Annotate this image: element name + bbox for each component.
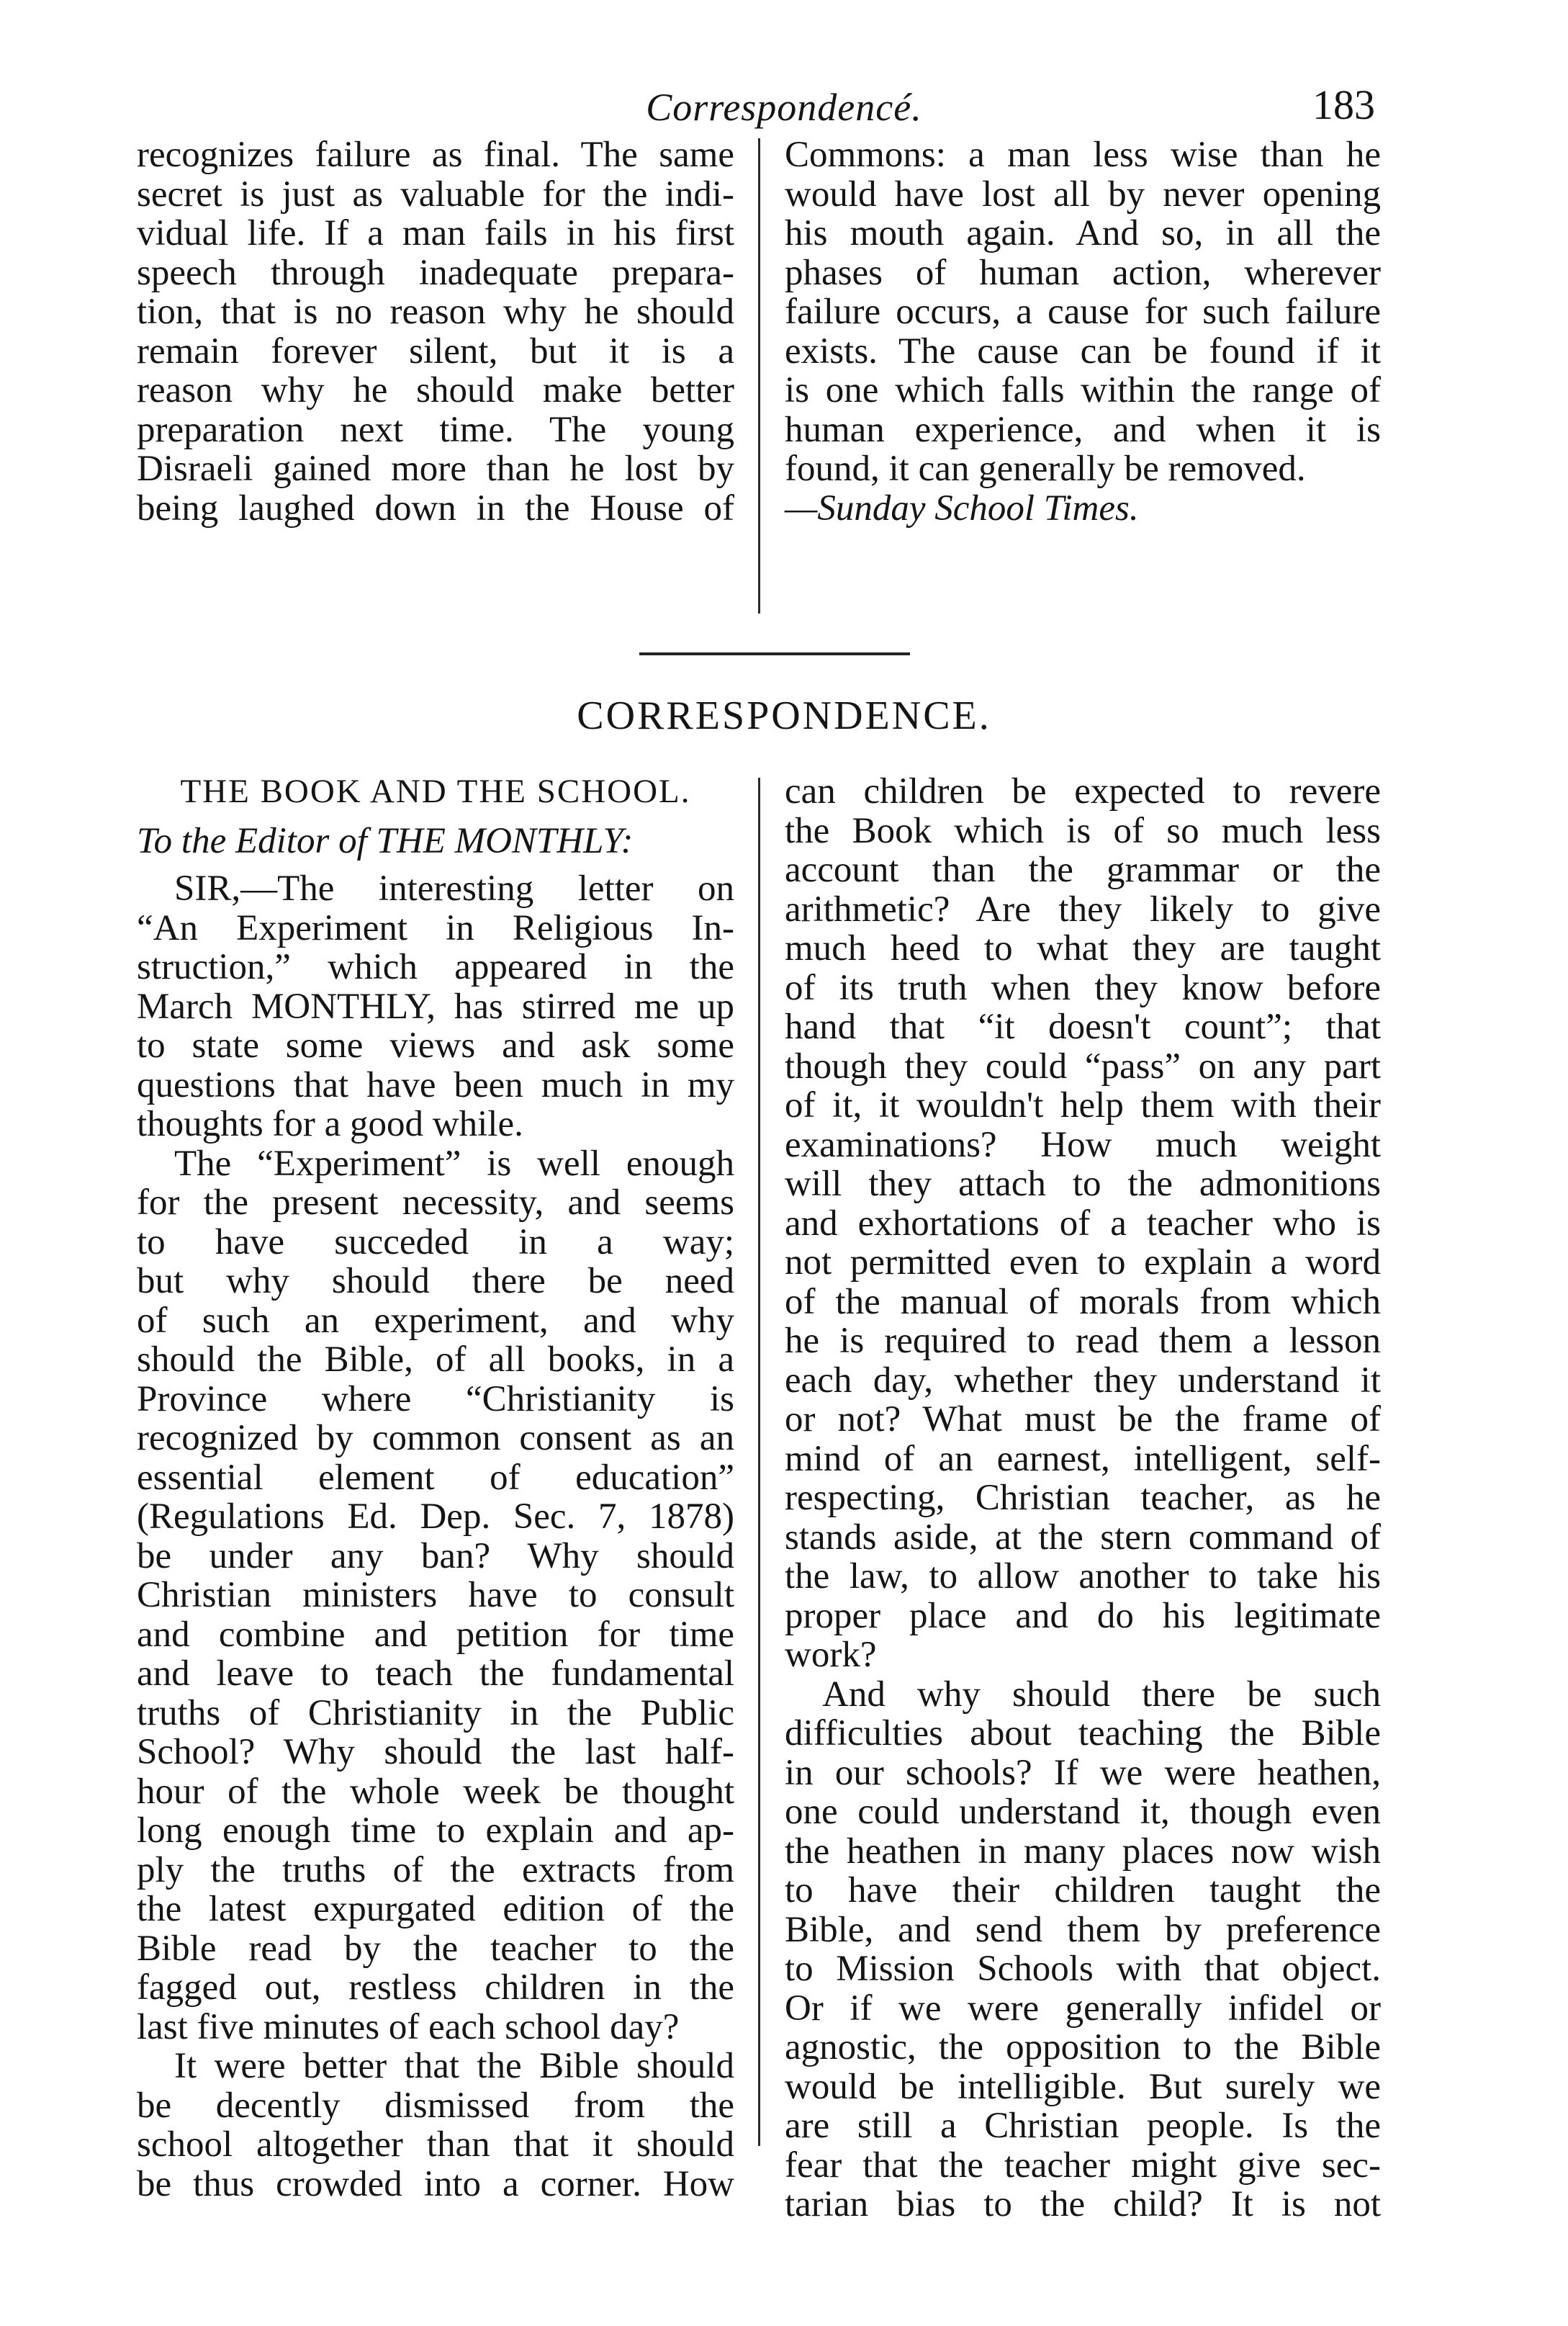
text-line: though they could “pass” on any part <box>785 1046 1381 1087</box>
text-line: fear that the teacher might give sec- <box>785 2145 1381 2186</box>
text-line: The “Experiment” is well enough <box>174 1143 734 1184</box>
text-line: secret is just as valuable for the indi- <box>137 174 734 215</box>
text-line: fagged out, restless children in the <box>137 1967 734 2008</box>
top-left-column <box>137 135 734 528</box>
text-line: or not? What must be the frame of <box>785 1399 1381 1440</box>
text-line: be decently dismissed from the <box>137 2085 734 2126</box>
text-line: reason why he should make better <box>137 370 734 410</box>
text-line: be under any ban? Why should <box>137 1535 734 1576</box>
text-line: thoughts for a good while. <box>137 1104 523 1144</box>
text-line: last five minutes of each school day? <box>137 2006 680 2047</box>
text-line: for the present necessity, and seems <box>137 1182 734 1223</box>
text-line: and exhortations of a teacher who is <box>785 1203 1381 1244</box>
text-line: March MONTHLY, has stirred me up <box>137 986 734 1027</box>
text-line: to have their children taught the <box>785 1870 1381 1910</box>
text-line: Commons: a man less wise than he <box>785 135 1381 175</box>
text-line: Bible, and send them by preference <box>785 1909 1381 1950</box>
text-line: remain forever silent, but it is a <box>137 331 734 372</box>
text-line: the law, to allow another to take his <box>785 1556 1381 1597</box>
letter-column-divider <box>758 778 760 2146</box>
letter-title: THE BOOK AND THE SCHOOL. <box>180 773 691 810</box>
text-line: to have succeded in a way; <box>137 1221 734 1262</box>
text-line: SIR,—The interesting letter on <box>174 868 734 909</box>
text-line: found, it can generally be removed. <box>785 449 1306 489</box>
text-line: human experience, and when it is <box>785 409 1381 450</box>
text-line: Bible read by the teacher to the <box>137 1928 734 1969</box>
text-line: questions that have been much in my <box>137 1064 734 1105</box>
text-line: of its truth when they know before <box>785 967 1381 1008</box>
section-rule <box>639 652 910 655</box>
text-line: School? Why should the last half- <box>137 1732 734 1772</box>
text-line: exists. The cause can be found if it <box>785 331 1381 372</box>
page-number: 183 <box>1312 81 1375 128</box>
text-line: work? <box>785 1635 877 1675</box>
text-line: proper place and do his legitimate <box>785 1595 1381 1636</box>
text-line: examinations? How much weight <box>785 1124 1381 1165</box>
text-line: recognizes failure as final. The same <box>137 135 734 175</box>
text-line: his mouth again. And so, in all the <box>785 213 1381 253</box>
text-line: much heed to what they are taught <box>785 928 1381 969</box>
text-line: tarian bias to the child? It is not <box>785 2184 1381 2224</box>
text-line: arithmetic? Are they likely to give <box>785 889 1381 930</box>
text-line: one could understand it, though even <box>785 1792 1381 1832</box>
text-line: mind of an earnest, intelligent, self- <box>785 1438 1381 1479</box>
text-line: in our schools? If we were heathen, <box>785 1752 1381 1793</box>
letter-left-column <box>137 772 734 2204</box>
text-line: should the Bible, of all books, in a <box>137 1339 734 1380</box>
text-line: not permitted even to explain a word <box>785 1242 1381 1283</box>
text-line: but why should there be need <box>137 1261 734 1301</box>
text-line: tion, that is no reason why he should <box>137 292 734 332</box>
text-line: account than the grammar or the <box>785 850 1381 890</box>
text-line: Christian ministers have to consult <box>137 1575 734 1615</box>
text-line: being laughed down in the House of <box>137 488 734 529</box>
top-right-column <box>785 135 1381 528</box>
text-line: failure occurs, a cause for such failure <box>785 292 1381 332</box>
text-line: agnostic, the opposition to the Bible <box>785 2027 1381 2067</box>
text-line: and leave to teach the fundamental <box>137 1653 734 1694</box>
text-line: (Regulations Ed. Dep. Sec. 7, 1878) <box>137 1496 734 1537</box>
running-header-title: Correspondencé. <box>646 86 922 129</box>
source-attribution: —Sunday School Times. <box>785 488 1139 529</box>
text-line: long enough time to explain and ap- <box>137 1810 734 1851</box>
text-line: truths of Christianity in the Public <box>137 1692 734 1733</box>
text-line: struction,” which appeared in the <box>137 947 734 987</box>
text-line: of such an experiment, and why <box>137 1300 734 1341</box>
text-line: Or if we were generally infidel or <box>785 1988 1381 2029</box>
text-line: would be intelligible. But surely we <box>785 2066 1381 2107</box>
text-line: respecting, Christian teacher, as he <box>785 1478 1381 1518</box>
text-line: Province where “Christianity is <box>137 1378 734 1419</box>
text-line: “An Experiment in Religious In- <box>137 907 734 948</box>
text-line: the heathen in many places now wish <box>785 1831 1381 1872</box>
text-line: school altogether than that it should <box>137 2124 734 2165</box>
letter-salutation: To the Editor of THE MONTHLY: <box>137 820 634 861</box>
text-line: Disraeli gained more than he lost by <box>137 449 734 489</box>
text-line: is one which falls within the range of <box>785 370 1381 410</box>
text-line: to Mission Schools with that object. <box>785 1949 1381 1989</box>
text-line: ply the truths of the extracts from <box>137 1849 734 1890</box>
text-line: recognized by common consent as an <box>137 1418 734 1458</box>
text-line: essential element of education” <box>137 1457 734 1498</box>
text-line: the latest expurgated edition of the <box>137 1889 734 1929</box>
text-line: hour of the whole week be thought <box>137 1771 734 1812</box>
text-line: phases of human action, wherever <box>785 252 1381 293</box>
text-line: speech through inadequate prepara- <box>137 252 734 293</box>
text-line: would have lost all by never opening <box>785 174 1381 215</box>
letter-right-column <box>785 772 1381 2224</box>
text-line: And why should there be such <box>822 1674 1381 1715</box>
text-line: difficulties about teaching the Bible <box>785 1713 1381 1754</box>
text-line: stands aside, at the stern command of <box>785 1517 1381 1558</box>
text-line: of the manual of morals from which <box>785 1281 1381 1322</box>
text-line: preparation next time. The young <box>137 409 734 450</box>
text-line: can children be expected to revere <box>785 771 1381 812</box>
text-line: be thus crowded into a corner. How <box>137 2163 734 2204</box>
text-line: to state some views and ask some <box>137 1025 734 1066</box>
text-line: hand that “it doesn't count”; that <box>785 1007 1381 1047</box>
text-line: each day, whether they understand it <box>785 1360 1381 1401</box>
text-line: of it, it wouldn't help them with their <box>785 1085 1381 1126</box>
text-line: he is required to read them a lesson <box>785 1321 1381 1361</box>
text-line: are still a Christian people. Is the <box>785 2106 1381 2146</box>
text-line: the Book which is of so much less <box>785 810 1381 851</box>
top-column-divider <box>758 138 760 614</box>
text-line: vidual life. If a man fails in his first <box>137 213 734 253</box>
text-line: It were better that the Bible should <box>174 2046 734 2086</box>
section-heading: CORRESPONDENCE. <box>577 693 991 738</box>
text-line: and combine and petition for time <box>137 1614 734 1655</box>
text-line: will they attach to the admonitions <box>785 1164 1381 1204</box>
